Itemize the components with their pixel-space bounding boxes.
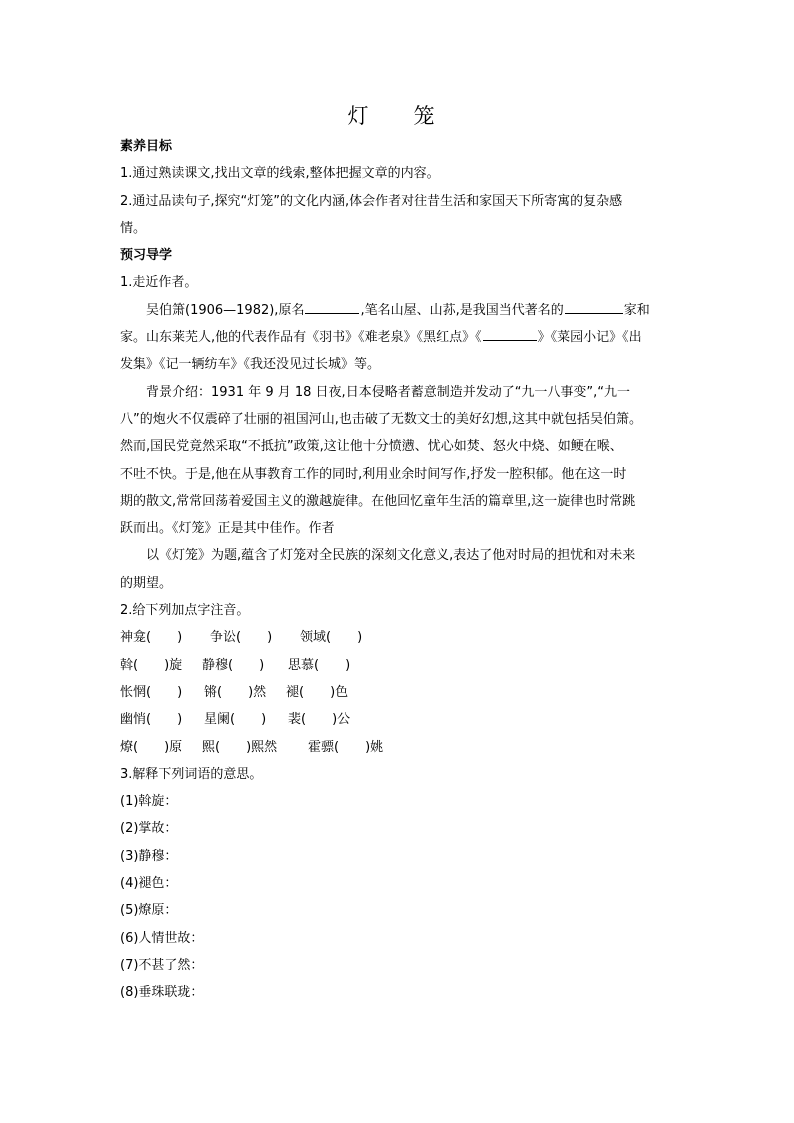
term-item[interactable]: (5)燎原： — [120, 903, 178, 919]
pinyin-item[interactable]: 静穆( ) — [202, 657, 265, 673]
author-text-c: 家和 — [623, 302, 650, 318]
term-item[interactable]: (7)不甚了然： — [120, 957, 204, 973]
blank-work[interactable] — [483, 326, 537, 341]
pinyin-row — [120, 706, 680, 733]
blank-genre[interactable] — [565, 299, 623, 314]
goal-2-line-2: 情。 — [120, 220, 147, 236]
term-item[interactable]: (2)掌故： — [120, 821, 178, 837]
author-paragraph-line-2 — [120, 324, 680, 351]
term-item[interactable]: (8)垂珠联珑： — [120, 985, 204, 1001]
pinyin-row — [120, 624, 680, 651]
pinyin-item[interactable]: 争讼( ) — [210, 630, 273, 646]
goal-1: 1.通过熟读课文,找出文章的线索,整体把握文章的内容。 — [120, 166, 440, 182]
pinyin-item[interactable]: 裴( )公 — [288, 712, 351, 728]
question-3: 3.解释下列词语的意思。 — [120, 766, 263, 782]
pinyin-item[interactable]: 霍骠( )姚 — [308, 739, 384, 755]
pinyin-item[interactable]: 怅惘( ) — [120, 684, 183, 700]
author-paragraph-line-1 — [120, 297, 680, 324]
background-line-3: 然而,国民党竟然采取“不抵抗”政策,这让他十分愤懑、忧心如焚、怒火中烧、如鲠在喉、 — [120, 439, 623, 455]
document-body — [120, 133, 680, 1007]
author-text-a: 吴伯箫(1906—1982),原名 — [146, 302, 305, 318]
pinyin-row — [120, 734, 680, 761]
pinyin-item[interactable]: 熙( )熙然 — [202, 739, 278, 755]
background-line-5: 期的散文,常常回荡着爱国主义的激越旋律。在他回忆童年生活的篇章里,这一旋律也时常跳 — [120, 493, 636, 509]
pinyin-item[interactable]: 锵( )然 — [204, 684, 267, 700]
pinyin-row — [120, 652, 680, 679]
question-1: 1.走近作者。 — [120, 275, 198, 291]
background-line-4: 不吐不快。于是,他在从事教育工作的同时,利用业余时间写作,抒发一腔积郁。他在这一时 — [120, 466, 627, 482]
pinyin-item[interactable]: 幽悄( ) — [120, 712, 183, 728]
pinyin-item[interactable]: 神龛( ) — [120, 630, 183, 646]
author-text-d: 家。山东莱芜人,他的代表作品有《羽书》《难老泉》《黑红点》《 — [120, 330, 482, 346]
background-line-2: 八”的炮火不仅震碎了壮丽的祖国河山,也击破了无数文士的美好幻想,这其中就包括吴伯箫。 — [120, 411, 643, 427]
author-text-e: 》《菜园小记》《出 — [537, 330, 642, 346]
page-title: 灯 笼 — [347, 104, 447, 128]
pinyin-item[interactable]: 褪( )色 — [286, 684, 349, 700]
pinyin-row — [120, 679, 680, 706]
pinyin-item[interactable]: 领域( ) — [300, 630, 363, 646]
preview-heading: 预习导学 — [120, 248, 173, 264]
term-item[interactable]: (3)静穆： — [120, 848, 178, 864]
question-2: 2.给下列加点字注音。 — [120, 603, 250, 619]
background-line-6: 跃而出。《灯笼》正是其中佳作。作者 — [120, 521, 335, 537]
pinyin-item[interactable]: 思慕( ) — [288, 657, 351, 673]
background-line-8: 的期望。 — [120, 575, 173, 591]
goal-2-line-1: 2.通过品读句子,探究“灯笼”的文化内涵,体会作者对往昔生活和家国天下所寄寓的复杂感 — [120, 193, 623, 209]
background-line-7: 以《灯笼》为题,蕴含了灯笼对全民族的深刻文化意义,表达了他对时局的担忧和对未来 — [146, 548, 636, 564]
term-item[interactable]: (4)褪色： — [120, 876, 178, 892]
author-text-b: ,笔名山屋、山荪,是我国当代著名的 — [360, 302, 564, 318]
background-line-1: 背景介绍：1931 年 9 月 18 日夜,日本侵略者蓄意制造并发动了“九一八事变”,“九一 — [146, 384, 631, 400]
pinyin-item[interactable]: 燎( )原 — [120, 739, 183, 755]
goals-heading: 素养目标 — [120, 139, 173, 154]
author-paragraph-line-3: 发集》《记一辆纺车》《我还没见过长城》等。 — [120, 357, 381, 373]
pinyin-item[interactable]: 星阑( ) — [204, 712, 267, 728]
term-item[interactable]: (1)斡旋： — [120, 794, 178, 810]
term-item[interactable]: (6)人情世故： — [120, 930, 204, 946]
blank-original-name[interactable] — [305, 299, 359, 314]
pinyin-item[interactable]: 斡( )旋 — [120, 657, 183, 673]
